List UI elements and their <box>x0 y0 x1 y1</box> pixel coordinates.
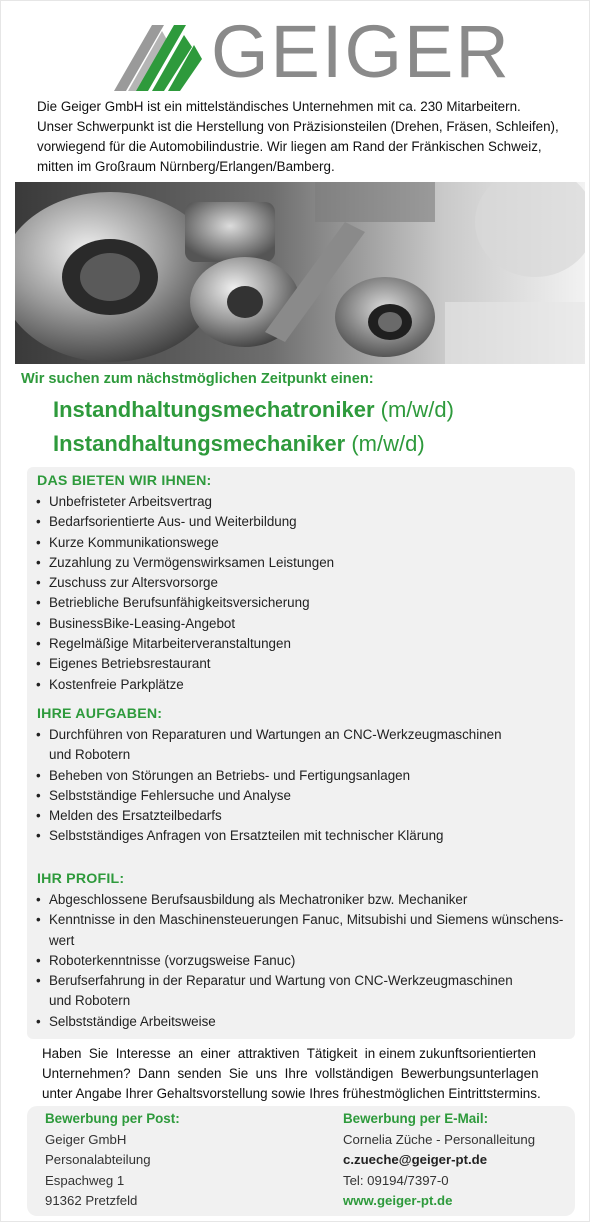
list-item: • Betriebliche Berufsunfähigkeitsversicherung <box>34 593 334 613</box>
profile-heading: IHR PROFIL: <box>37 871 125 887</box>
post-line: 91362 Pretzfeld <box>45 1193 138 1208</box>
intro-line: vorwiegend für die Automobilindustrie. Wir liegen am Rand der Fränkischen Schweiz, <box>37 139 542 154</box>
search-line: Wir suchen zum nächstmöglichen Zeitpunkt einen: <box>21 371 374 387</box>
list-item: • Unbefristeter Arbeitsvertrag <box>34 492 334 512</box>
closing-line: Unternehmen? Dann senden Sie uns Ihre vollständigen Bewerbungsunterlagen <box>42 1066 539 1081</box>
post-heading: Bewerbung per Post: <box>45 1111 180 1126</box>
list-item <box>34 971 563 1012</box>
contact-person: Cornelia Züche - Personalleitung <box>343 1131 536 1147</box>
list-item: • Zuzahlung zu Vermögenswirksamen Leistungen <box>34 553 334 573</box>
list-item: • Zuschuss zur Altersvorsorge <box>34 573 334 593</box>
machine-parts-photo <box>15 182 585 364</box>
post-line: Espachweg 1 <box>45 1172 125 1188</box>
email-heading: Bewerbung per E-Mail: <box>343 1111 489 1126</box>
list-item: • Selbstständiges Anfragen von Ersatzteilen mit technischer Klärung <box>34 826 502 846</box>
intro-line: Unser Schwerpunkt ist die Herstellung von Präzisionsteilen (Drehen, Fräsen, Schleifen), <box>37 119 559 134</box>
list-item-line: Durchführen von Reparaturen und Wartungen an CNC-Werkzeugmaschinen <box>49 727 502 742</box>
logo-mark-icon <box>106 19 206 95</box>
closing-line: unter Angabe Ihrer Gehaltsvorstellung sowie Ihres frühestmöglichen Eintrittstermins. <box>42 1086 541 1101</box>
list-item: • Kostenfreie Parkplätze <box>34 675 334 695</box>
closing-text <box>42 1044 562 1104</box>
list-item: • Bedarfsorientierte Aus- und Weiterbildung <box>34 512 334 532</box>
job-title-main: Instandhaltungsmechatroniker <box>53 397 375 422</box>
closing-line: Haben Sie Interesse an einer attraktiven Tätigkeit in einem zukunftsorientierten <box>42 1046 536 1061</box>
list-item-line: wert <box>49 932 75 948</box>
tasks-list <box>34 725 502 847</box>
list-item: • Selbstständige Fehlersuche und Analyse <box>34 786 502 806</box>
phone-number: Tel: 09194/7397-0 <box>343 1172 449 1188</box>
list-item: • Regelmäßige Mitarbeiterveranstaltungen <box>34 634 334 654</box>
tasks-heading: IHRE AUFGABEN: <box>37 706 163 722</box>
job-title-main: Instandhaltungsmechaniker <box>53 431 346 456</box>
list-item: • BusinessBike-Leasing-Angebot <box>34 614 334 634</box>
email-application <box>343 1109 535 1212</box>
list-item-line: Kenntnisse in den Maschinensteuerungen Fanuc, Mitsubishi und Siemens wünschens- <box>49 912 564 928</box>
list-item <box>34 725 502 766</box>
list-item <box>34 910 563 951</box>
list-item: • Kurze Kommunikationswege <box>34 533 334 553</box>
list-item: • Roboterkenntnisse (vorzugsweise Fanuc) <box>34 951 563 971</box>
list-item-line: Berufserfahrung in der Reparatur und Wartung von CNC-Werkzeugmaschinen <box>49 973 513 989</box>
post-line: Personalabteilung <box>45 1152 151 1167</box>
list-item: • Melden des Ersatzteilbedarfs <box>34 806 502 826</box>
logo-wordmark: GEIGER <box>211 10 511 93</box>
email-link[interactable]: c.zueche@geiger-pt.de <box>343 1152 488 1167</box>
job-title <box>53 397 454 423</box>
geiger-logo <box>106 10 511 95</box>
company-intro <box>37 97 567 177</box>
list-item-line: und Robotern <box>49 747 131 763</box>
post-application <box>45 1109 180 1212</box>
list-item: • Selbstständige Arbeitsweise <box>34 1012 563 1032</box>
list-item: • Eigenes Betriebsrestaurant <box>34 654 334 674</box>
offer-list <box>34 492 334 695</box>
job-title <box>53 431 425 457</box>
job-title-suffix: (m/w/d) <box>380 397 454 422</box>
profile-list <box>34 890 563 1032</box>
list-item: • Abgeschlossene Berufsausbildung als Mechatroniker bzw. Mechaniker <box>34 890 563 910</box>
offer-heading: DAS BIETEN WIR IHNEN: <box>37 473 212 489</box>
intro-line: mitten im Großraum Nürnberg/Erlangen/Bamberg. <box>37 159 335 174</box>
job-title-suffix: (m/w/d) <box>351 431 425 456</box>
list-item-line: und Robotern <box>49 993 131 1009</box>
list-item: • Beheben von Störungen an Betriebs- und Fertigungsanlagen <box>34 766 502 786</box>
website-link[interactable]: www.geiger-pt.de <box>343 1193 453 1208</box>
post-line: Geiger GmbH <box>45 1131 127 1147</box>
intro-line: Die Geiger GmbH ist ein mittelständisches Unternehmen mit ca. 230 Mitarbeitern. <box>37 99 521 114</box>
